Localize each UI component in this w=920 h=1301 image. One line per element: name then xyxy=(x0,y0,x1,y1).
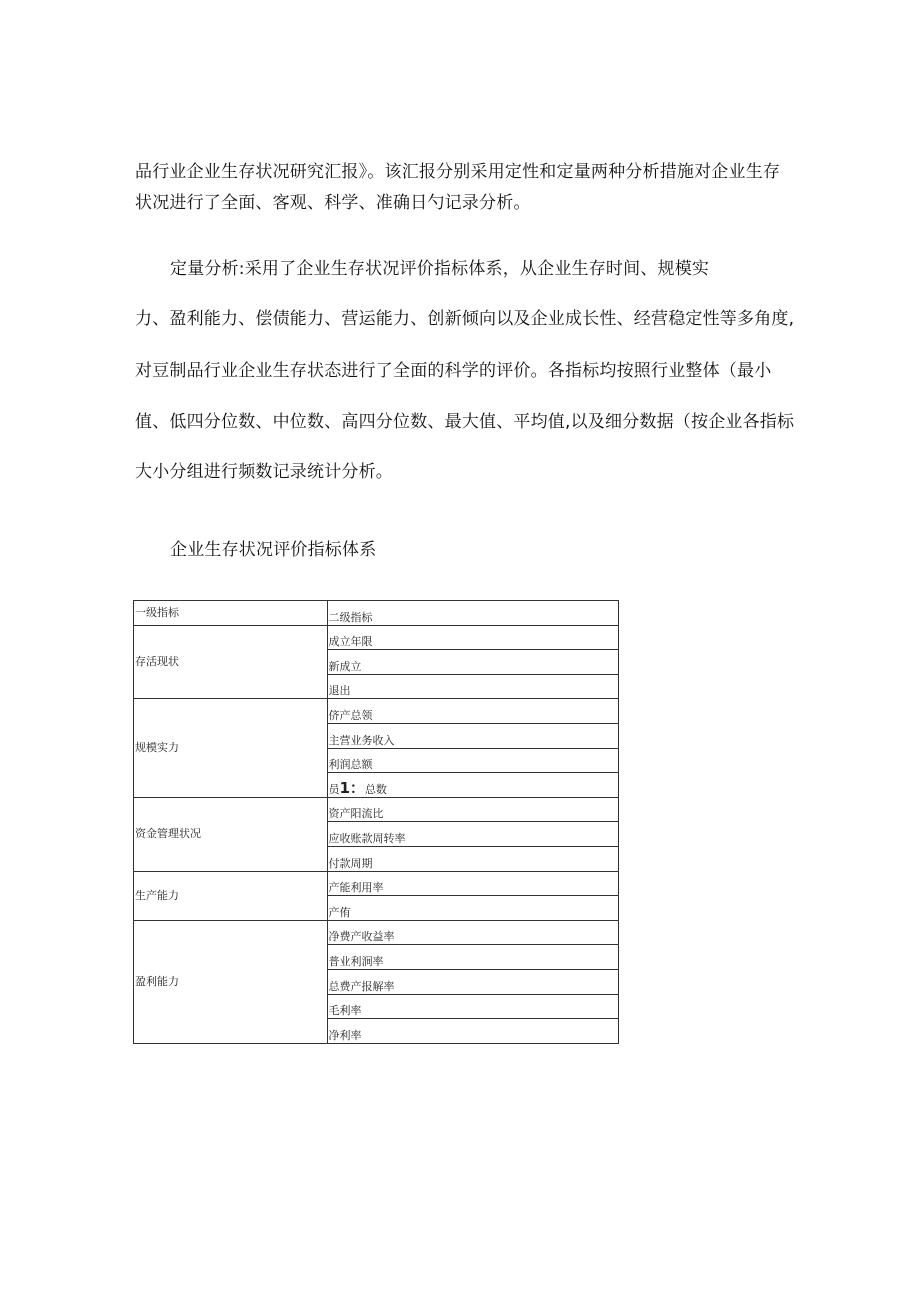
paragraph-line: 对豆制品行业企业生存状态进行了全面的科学的评价。各指标均按照行业整体（最小 xyxy=(135,361,772,381)
item-cell xyxy=(327,773,619,798)
table-caption: 企业生存状况评价指标体系 xyxy=(170,540,377,560)
item-cell: 付款周期 xyxy=(327,846,619,871)
item-cell: 退出 xyxy=(327,674,619,699)
item-large-glyph: 1： xyxy=(339,778,365,797)
paragraph-line: 状况进行了全面、客观、科学、准确日勺记录分析。 xyxy=(135,193,531,213)
item-cell: 普业利涧率 xyxy=(327,945,619,970)
header-cell-level1: 一级指标 xyxy=(134,601,328,626)
paragraph-line: 力、盈利能力、偿债能力、营运能力、创新倾向以及企业成长性、经营稳定性等多角度, xyxy=(135,309,795,329)
item-cell: 产侑 xyxy=(327,896,619,921)
table-row xyxy=(134,797,619,822)
table-header-row xyxy=(134,601,619,626)
group-cell: 盈利能力 xyxy=(134,920,328,1043)
table-row xyxy=(134,920,619,945)
paragraph-line: 值、低四分位数、中位数、高四分位数、最大值、平均值,以及细分数据（按企业各指标 xyxy=(135,412,795,432)
group-cell: 资金管理状况 xyxy=(134,797,328,871)
paragraph-line: 定量分析:采用了企业生存状况评价指标体系，从企业生存时间、规模实 xyxy=(170,259,710,279)
item-cell: 主营业务收入 xyxy=(327,723,619,748)
item-cell: 净利率 xyxy=(327,1019,619,1044)
item-prefix: 员 xyxy=(328,782,340,796)
indicator-table xyxy=(133,600,619,1044)
group-cell: 存活现状 xyxy=(134,625,328,699)
item-cell: 产能利用率 xyxy=(327,871,619,896)
paragraph-line: 品行业企业生存状况研究汇报》。该汇报分别采用定性和定量两种分析措施对企业生存 xyxy=(135,162,781,182)
item-cell: 总费产报解率 xyxy=(327,969,619,994)
group-cell: 规模实力 xyxy=(134,699,328,797)
table-row xyxy=(134,871,619,896)
item-cell: 毛利率 xyxy=(327,994,619,1019)
item-cell: 利润总额 xyxy=(327,748,619,773)
table-row xyxy=(134,699,619,724)
item-suffix: 总数 xyxy=(364,782,387,796)
table-row xyxy=(134,625,619,650)
header-cell-level2: 二级指标 xyxy=(327,601,619,626)
paragraph-line: 大小分组进行频数记录统计分析。 xyxy=(135,462,393,482)
group-cell: 生产能力 xyxy=(134,871,328,920)
item-cell: 资产阳流比 xyxy=(327,797,619,822)
item-cell: 新成立 xyxy=(327,650,619,675)
item-cell: 净费产收益率 xyxy=(327,920,619,945)
item-cell: 应收账款周转率 xyxy=(327,822,619,847)
item-cell: 成立年限 xyxy=(327,625,619,650)
item-cell: 侪产总领 xyxy=(327,699,619,724)
